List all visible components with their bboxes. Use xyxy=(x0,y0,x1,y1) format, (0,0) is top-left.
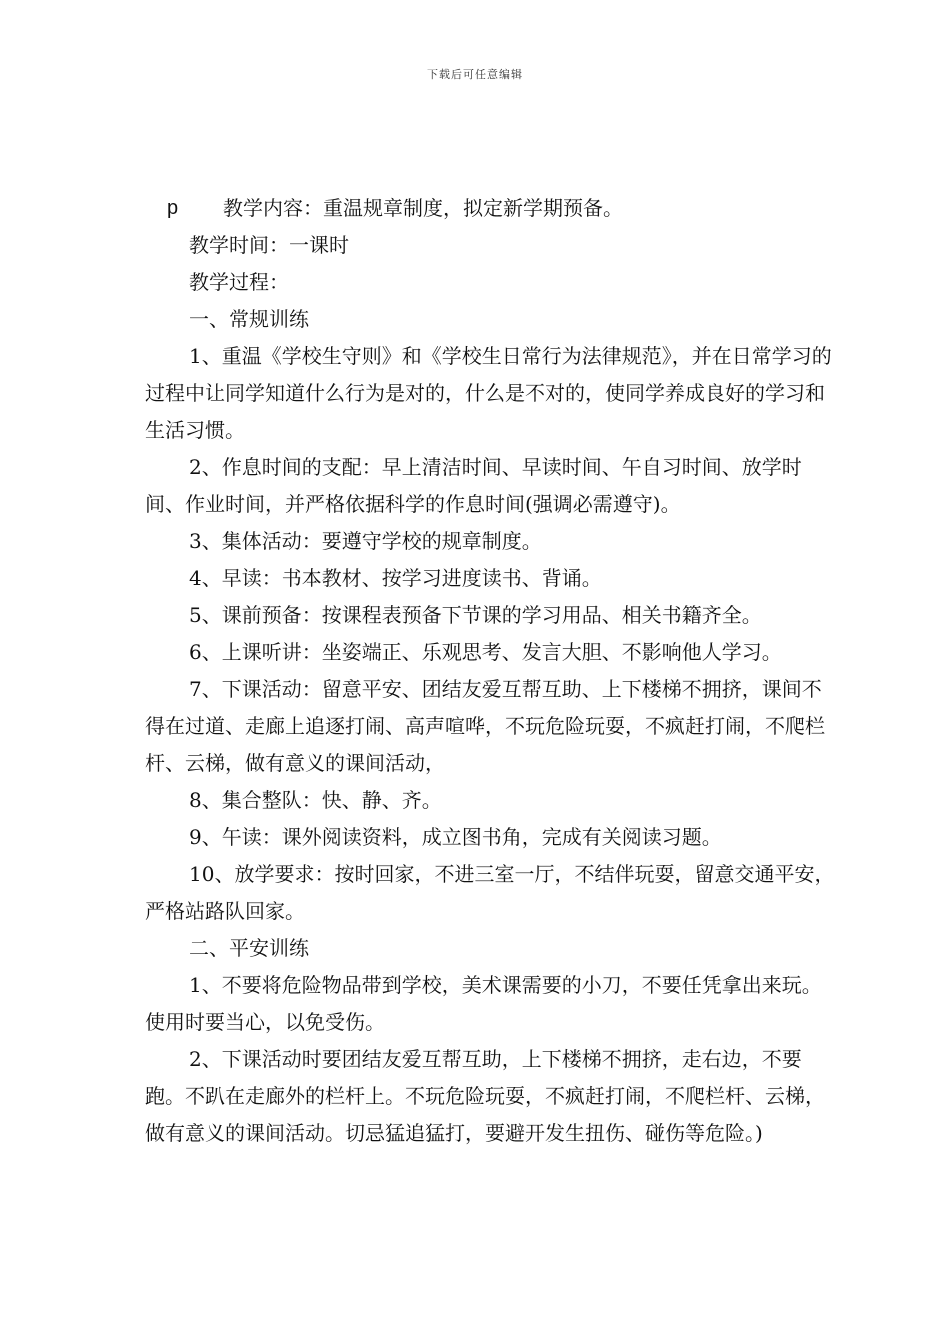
paragraph-item-1: 1、重温《学校生守则》和《学校生日常行为法律规范》，并在日常学习的过程中让同学知道什么行为是对的，什么是不对的，使同学养成良好的学习和生活习惯。 xyxy=(145,344,832,442)
page-header: 下载后可任意编辑 xyxy=(427,68,523,81)
paragraph-teaching-process: 教学过程： xyxy=(189,270,289,294)
paragraph-item-10: 10、放学要求：按时回家，不进三室一厅，不结伴玩耍，留意交通平安，严格站路队回家。 xyxy=(145,862,835,923)
document-body xyxy=(145,190,835,1152)
list-marker: p xyxy=(167,197,179,219)
paragraph-item-4: 4、早读：书本教材、按学习进度读书、背诵。 xyxy=(189,566,602,590)
paragraph-item-5: 5、课前预备：按课程表预备下节课的学习用品、相关书籍齐全。 xyxy=(189,603,762,627)
paragraph-item-6: 6、上课听讲：坐姿端正、乐观思考、发言大胆、不影响他人学习。 xyxy=(189,640,782,664)
paragraph-item-9: 9、午读：课外阅读资料，成立图书角，完成有关阅读习题。 xyxy=(189,825,722,849)
paragraph-safety-item-1: 1、不要将危险物品带到学校，美术课需要的小刀，不要任凭拿出来玩。使用时要当心，以免受伤。 xyxy=(145,973,822,1034)
section-heading-safety-training: 二、平安训练 xyxy=(189,936,309,960)
paragraph-item-7: 7、下课活动：留意平安、团结友爱互帮互助、上下楼梯不拥挤，课间不得在过道、走廊上追逐打闹、高声喧哗，不玩危险玩耍，不疯赶打闹，不爬栏杆、云梯，做有意义的课间活动， xyxy=(145,677,825,775)
paragraph-item-3: 3、集体活动：要遵守学校的规章制度。 xyxy=(189,529,542,553)
section-heading-routine-training: 一、常规训练 xyxy=(189,307,309,331)
paragraph-safety-item-2: 2、下课活动时要团结友爱互帮互助，上下楼梯不拥挤，走右边，不要跑。不趴在走廊外的栏杆上。不玩危险玩耍，不疯赶打闹，不爬栏杆、云梯，做有意义的课间活动。切忌猛追猛打，要避开发生扭伤、碰伤等危险。) xyxy=(145,1047,825,1145)
paragraph-item-8: 8、集合整队：快、静、齐。 xyxy=(189,788,442,812)
paragraph-text: 教学内容：重温规章制度，拟定新学期预备。 xyxy=(223,196,623,220)
paragraph-item-2: 2、作息时间的支配：早上清洁时间、早读时间、午自习时间、放学时间、作业时间，并严格依据科学的作息时间(强调必需遵守)。 xyxy=(145,455,802,516)
paragraph-teaching-content xyxy=(145,190,835,227)
paragraph-teaching-time: 教学时间：一课时 xyxy=(189,233,349,257)
